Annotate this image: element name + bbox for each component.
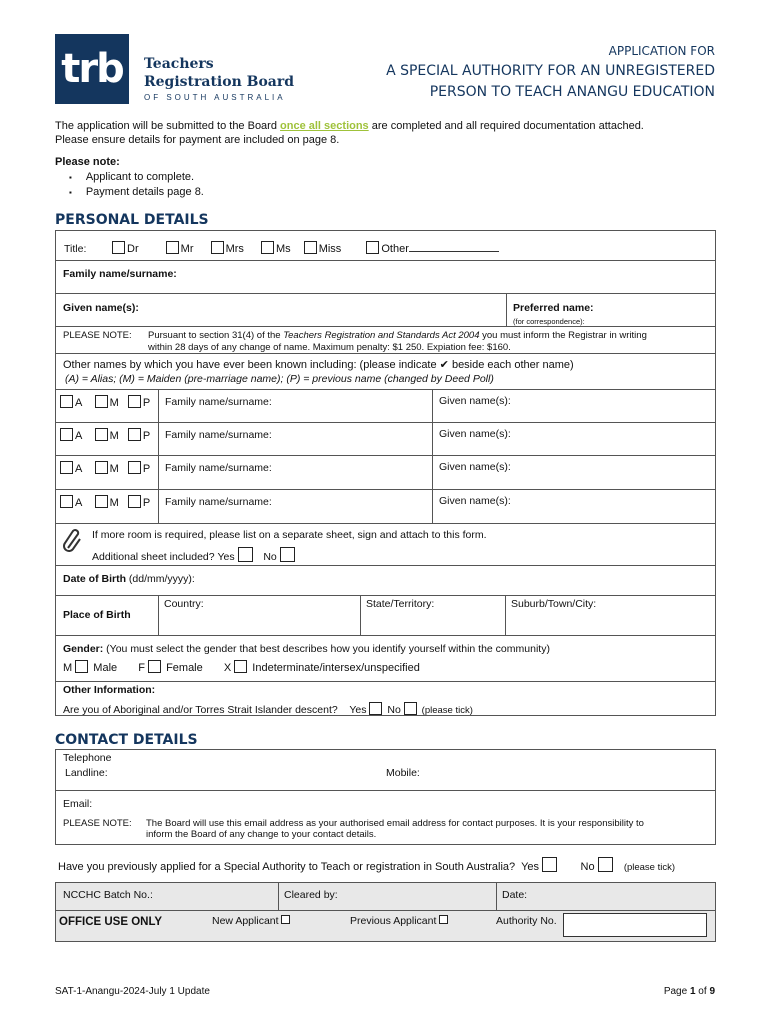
new-applicant: New Applicant	[212, 915, 292, 927]
new-applicant-checkbox[interactable]	[281, 915, 290, 924]
tick-icon: ✔	[439, 359, 449, 371]
title-label: Title:	[64, 243, 87, 255]
previous-application-question: Have you previously applied for a Special Authority to Teach or registration in South Australia? Yes No (please tick)	[58, 857, 675, 873]
alias-checkbox[interactable]	[60, 461, 73, 474]
previous-no-checkbox[interactable]	[598, 857, 613, 872]
more-room-text: If more room is required, please list on a separate sheet, sign and attach to this form.	[92, 529, 487, 541]
previous-checkbox[interactable]	[128, 495, 141, 508]
name-type-options: A M P	[60, 495, 150, 509]
given-names-label: Given name(s):	[63, 302, 139, 314]
authority-no-field[interactable]	[563, 913, 707, 937]
note-heading: Please note:	[55, 156, 120, 168]
gender-x-checkbox[interactable]	[234, 660, 247, 673]
name-type-options: A M P	[60, 461, 150, 475]
landline-label: Landline:	[65, 767, 108, 779]
title-mrs-checkbox[interactable]	[211, 241, 224, 254]
title-dr-checkbox[interactable]	[112, 241, 125, 254]
suburb-label: Suburb/Town/City:	[511, 598, 597, 610]
title-ms-checkbox[interactable]	[261, 241, 274, 254]
alias-checkbox[interactable]	[60, 495, 73, 508]
title-dr-label: Dr	[127, 243, 139, 255]
name-change-note-line2: within 28 days of any change of name. Maximum penalty: $1 250. Expiation fee: $160.	[148, 342, 511, 353]
title-options	[112, 241, 499, 255]
aboriginal-question: Are you of Aboriginal and/or Torres Strait Islander descent? Yes No (please tick)	[63, 704, 473, 716]
family-name-label: Family name/surname:	[63, 268, 177, 280]
title-mr-label: Mr	[180, 243, 194, 255]
previous-applicant: Previous Applicant	[350, 915, 450, 927]
telephone-label: Telephone	[63, 752, 112, 764]
email-note-line2: inform the Board of any change to your contact details.	[146, 829, 377, 840]
form-title-line2: A SPECIAL AUTHORITY FOR AN UNREGISTERED	[386, 63, 715, 79]
ncchc-label: NCCHC Batch No.:	[63, 889, 153, 901]
note-item: ▪ Payment details page 8.	[69, 185, 204, 200]
other-given-name-label: Given name(s):	[439, 395, 511, 407]
previous-checkbox[interactable]	[128, 395, 141, 408]
alias-checkbox[interactable]	[60, 395, 73, 408]
page-number: Page 1 of 9	[663, 986, 715, 997]
trb-logo: trb	[55, 34, 129, 104]
name-change-note-label: PLEASE NOTE:	[63, 330, 132, 341]
email-note-label: PLEASE NOTE:	[63, 818, 132, 829]
other-family-name-label: Family name/surname:	[165, 396, 272, 408]
additional-yes-checkbox[interactable]	[238, 547, 253, 562]
dob-label: Date of Birth (dd/mm/yyyy):	[63, 573, 195, 585]
form-title-line1: APPLICATION FOR	[608, 44, 715, 58]
other-given-name-label: Given name(s):	[439, 428, 511, 440]
state-label: State/Territory:	[366, 598, 435, 610]
intro-p1-b: are completed and all required documentation attached.	[368, 120, 644, 132]
intro-p2: Please ensure details for payment are included on page 8.	[55, 134, 340, 146]
title-miss-label: Miss	[318, 243, 342, 255]
other-family-name-label: Family name/surname:	[165, 496, 272, 508]
other-info-label: Other Information:	[63, 684, 156, 696]
email-note: The Board will use this email address as your authorised email address for contact purposes. It is your responsibility to	[146, 818, 644, 829]
name-change-note: Pursuant to section 31(4) of the Teachers Registration and Standards Act 2004 you must inform the Registrar in writing	[148, 330, 647, 341]
title-other-label: Other	[381, 243, 409, 255]
other-family-name-label: Family name/surname:	[165, 462, 272, 474]
title-other-checkbox[interactable]	[366, 241, 379, 254]
contact-details-heading: CONTACT DETAILS	[55, 732, 198, 748]
please-note	[55, 155, 204, 200]
personal-details-box	[55, 230, 716, 716]
intro-highlight: once all sections	[280, 120, 369, 132]
gender-options: M Male F Female X Indeterminate/intersex/unspecified	[63, 662, 420, 674]
aboriginal-yes-checkbox[interactable]	[369, 702, 382, 715]
preferred-name-note: (for correspondence):	[513, 317, 585, 326]
office-use-box	[55, 882, 716, 942]
paperclip-icon	[62, 528, 84, 560]
mobile-label: Mobile:	[386, 767, 420, 779]
previous-applicant-checkbox[interactable]	[439, 915, 448, 924]
other-family-name-label: Family name/surname:	[165, 429, 272, 441]
intro-text	[55, 119, 725, 147]
maiden-checkbox[interactable]	[95, 428, 108, 441]
note-item: ▪ Applicant to complete.	[69, 170, 204, 185]
name-type-options: A M P	[60, 395, 150, 409]
previous-checkbox[interactable]	[128, 461, 141, 474]
previous-checkbox[interactable]	[128, 428, 141, 441]
personal-details-heading: PERSONAL DETAILS	[55, 212, 209, 228]
authority-no-label: Authority No.	[496, 915, 557, 927]
country-label: Country:	[164, 598, 204, 610]
logo-subtitle: OF SOUTH AUSTRALIA	[144, 93, 286, 102]
title-ms-label: Ms	[275, 243, 291, 255]
doc-id: SAT-1-Anangu-2024-July 1 Update	[55, 986, 210, 997]
name-type-options: A M P	[60, 428, 150, 442]
previous-yes-checkbox[interactable]	[542, 857, 557, 872]
title-mr-checkbox[interactable]	[166, 241, 179, 254]
office-use-only-label: OFFICE USE ONLY	[59, 916, 163, 928]
contact-details-box	[55, 749, 716, 845]
intro-p1-a: The application will be submitted to the Board	[55, 120, 281, 132]
aboriginal-no-checkbox[interactable]	[404, 702, 417, 715]
logo-line1: Teachers	[144, 56, 214, 72]
date-label: Date:	[502, 889, 528, 901]
preferred-name-label: Preferred name:	[513, 302, 594, 314]
other-names-legend: (A) = Alias; (M) = Maiden (pre-marriage name); (P) = previous name (changed by Deed Poll)	[65, 373, 494, 385]
additional-no-checkbox[interactable]	[280, 547, 295, 562]
maiden-checkbox[interactable]	[95, 495, 108, 508]
alias-checkbox[interactable]	[60, 428, 73, 441]
maiden-checkbox[interactable]	[95, 461, 108, 474]
gender-female-checkbox[interactable]	[148, 660, 161, 673]
logo-text	[144, 55, 294, 91]
form-title-line3: PERSON TO TEACH ANANGU EDUCATION	[429, 84, 715, 100]
place-of-birth-label: Place of Birth	[63, 609, 131, 621]
additional-sheet: Additional sheet included? Yes No	[92, 547, 297, 563]
other-given-name-label: Given name(s):	[439, 461, 511, 473]
title-other-field[interactable]	[409, 251, 499, 252]
cleared-by-label: Cleared by:	[284, 889, 338, 901]
email-label: Email:	[63, 798, 93, 810]
gender-label: Gender: (You must select the gender that best describes how you identify yourself within the community)	[63, 643, 550, 655]
title-mrs-label: Mrs	[225, 243, 244, 255]
title-miss-checkbox[interactable]	[304, 241, 317, 254]
other-given-name-label: Given name(s):	[439, 495, 511, 507]
gender-male-checkbox[interactable]	[75, 660, 88, 673]
logo-line2: Registration Board	[144, 74, 295, 90]
maiden-checkbox[interactable]	[95, 395, 108, 408]
other-names-instruction: Other names by which you have ever been known including: (please indicate ✔ beside each other name)	[63, 359, 574, 371]
